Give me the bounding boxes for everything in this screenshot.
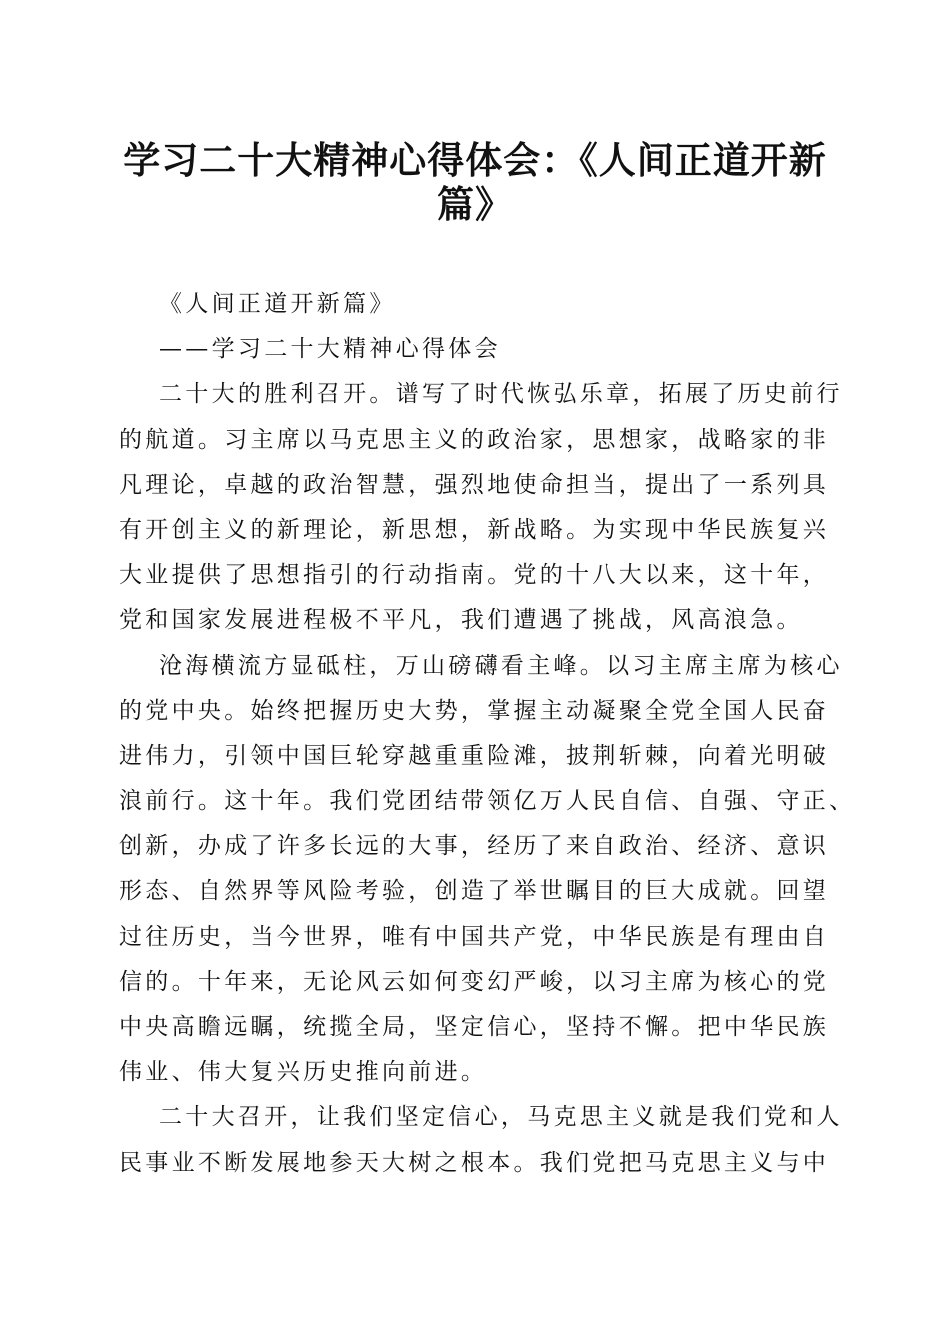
paragraph-1-line: 有开创主义的新理论，新思想，新战略。为实现中华民族复兴	[119, 516, 830, 543]
title-line-2: 篇》	[437, 182, 513, 226]
document-body	[119, 282, 856, 1186]
paragraph-2-line: 伟业、伟大复兴历史推向前进。	[119, 1059, 488, 1086]
paragraph-3-line: 民事业不断发展地参天大树之根本。我们党把马克思主义与中	[119, 1149, 830, 1176]
paragraph-2-line: 过往历史，当今世界，唯有中国共产党，中华民族是有理由自	[119, 923, 830, 950]
subtitle-dash: ——学习二十大精神心得体会	[159, 336, 501, 363]
document-title	[120, 138, 830, 226]
subtitle: 《人间正道开新篇》	[159, 291, 396, 317]
paragraph-1-line: 党和国家发展进程极不平凡，我们遭遇了挑战，风高浪急。	[119, 607, 803, 634]
paragraph-2-line: 进伟力，引领中国巨轮穿越重重险滩，披荆斩棘，向着光明破	[119, 742, 830, 769]
paragraph-2-line: 创新，办成了许多长远的大事，经历了来自政治、经济、意识	[119, 833, 830, 860]
paragraph-2-line: 浪前行。这十年。我们党团结带领亿万人民自信、自强、守正、	[119, 788, 856, 815]
paragraph-2-line: 的党中央。始终把握历史大势，掌握主动凝聚全党全国人民奋	[119, 697, 830, 724]
paragraph-2-line: 沧海横流方显砥柱，万山磅礴看主峰。以习主席主席为核心	[159, 652, 843, 679]
paragraph-1-line: 凡理论，卓越的政治智慧，强烈地使命担当，提出了一系列具	[119, 471, 830, 498]
paragraph-2-line: 信的。十年来，无论风云如何变幻严峻，以习主席为核心的党	[119, 968, 830, 995]
paragraph-3-line: 二十大召开，让我们坚定信心，马克思主义就是我们党和人	[159, 1104, 843, 1131]
paragraph-1-line: 大业提供了思想指引的行动指南。党的十八大以来，这十年，	[119, 562, 830, 589]
paragraph-2-line: 中央高瞻远瞩，统揽全局，坚定信心，坚持不懈。把中华民族	[119, 1014, 830, 1040]
paragraph-1-line: 二十大的胜利召开。谱写了时代恢弘乐章，拓展了历史前行	[159, 381, 843, 408]
paragraph-1-line: 的航道。习主席以马克思主义的政治家，思想家，战略家的非	[119, 426, 830, 453]
title-line-1: 学习二十大精神心得体会：《人间正道开新	[123, 138, 827, 182]
paragraph-2-line: 形态、自然界等风险考验，创造了举世瞩目的巨大成就。回望	[119, 878, 830, 905]
